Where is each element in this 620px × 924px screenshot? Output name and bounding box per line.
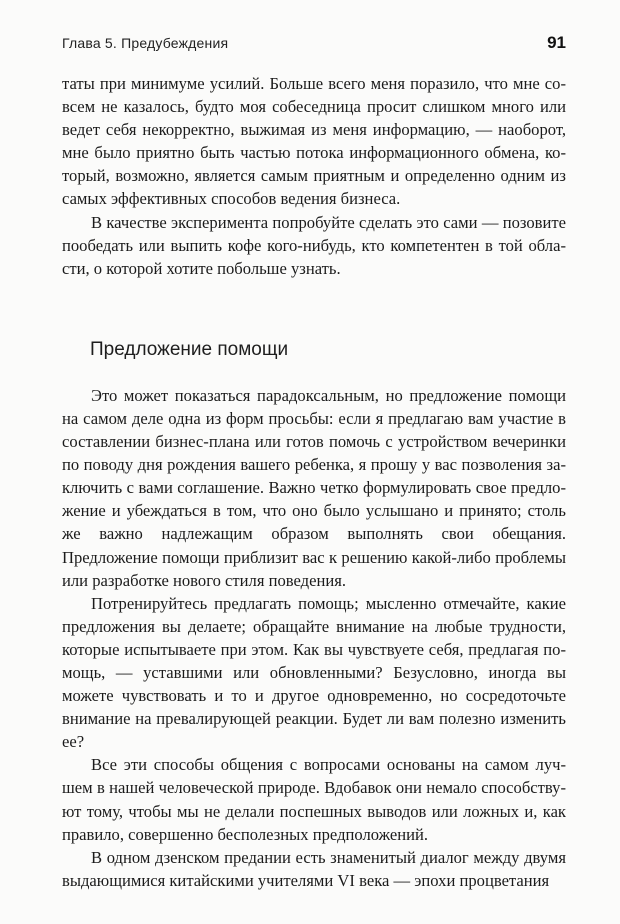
paragraph: Потренируйтесь предлагать помощь; мысленно отмечайте, какие предложения вы делаете; обращайте внимание на любые трудности, которые испытываете при этом. Как вы чувствуете себя, предлагая помощь, — уставшими или обновленными? Безусловно, иногда вы можете чувствовать и то и другое одновременно, но сосредоточьте внимание на превалирующей реакции. Будет ли вам полезно изменить ее? [62,593,566,752]
paragraph: таты при минимуме усилий. Больше всего меня поразило, что мне совсем не казалось, будто моя собеседница просит слишком много или ведет себя некорректно, выжимая из меня информацию, — наоборот, мне было приятно быть частью потока информационного обмена, который, возможно, является самым приятным и определенно одним из самых эффективных способов ведения бизнеса. [62,74,566,209]
paragraph: Это может показаться парадоксальным, но предложение помощи на самом деле одна из форм просьбы: если я предлагаю вам участие в составлении бизнес-плана или готов помочь с устройством вечеринки по поводу дня рождения вашего ребенка, я прошу у вас позволения заключить с вами соглашение. Важно четко формулировать свое предложение и убеждаться в том, что оно было услышано и принято; столь же важно надлежащим образом выполнять свои обещания. Предложение помощи приблизит вас к решению какой-либо проблемы или разработке нового стиля поведения. [62,385,566,590]
page-body [62,72,566,892]
section-heading: Предложение помощи [90,338,289,360]
chapter-title: Глава 5. Предубеждения [62,35,229,51]
paragraph: В одном дзенском предании есть знаменитый диалог между двумя выдающимися китайскими учителями VI века — эпохи процветания [62,847,566,890]
paragraph: Все эти способы общения с вопросами основаны на самом лучшем в нашей человеческой природе. Вдобавок они немало способствуют тому, чтобы мы не делали поспешных выводов или ложных и, как правило, совершенно бесполезных предположений. [62,755,566,844]
paragraph: В качестве эксперимента попробуйте сделать это сами — позовите пообедать или выпить кофе кого-нибудь, кто компетентен в той области, о которой хотите побольше узнать. [62,212,566,278]
running-head [62,33,566,57]
page-number: 91 [547,33,566,52]
